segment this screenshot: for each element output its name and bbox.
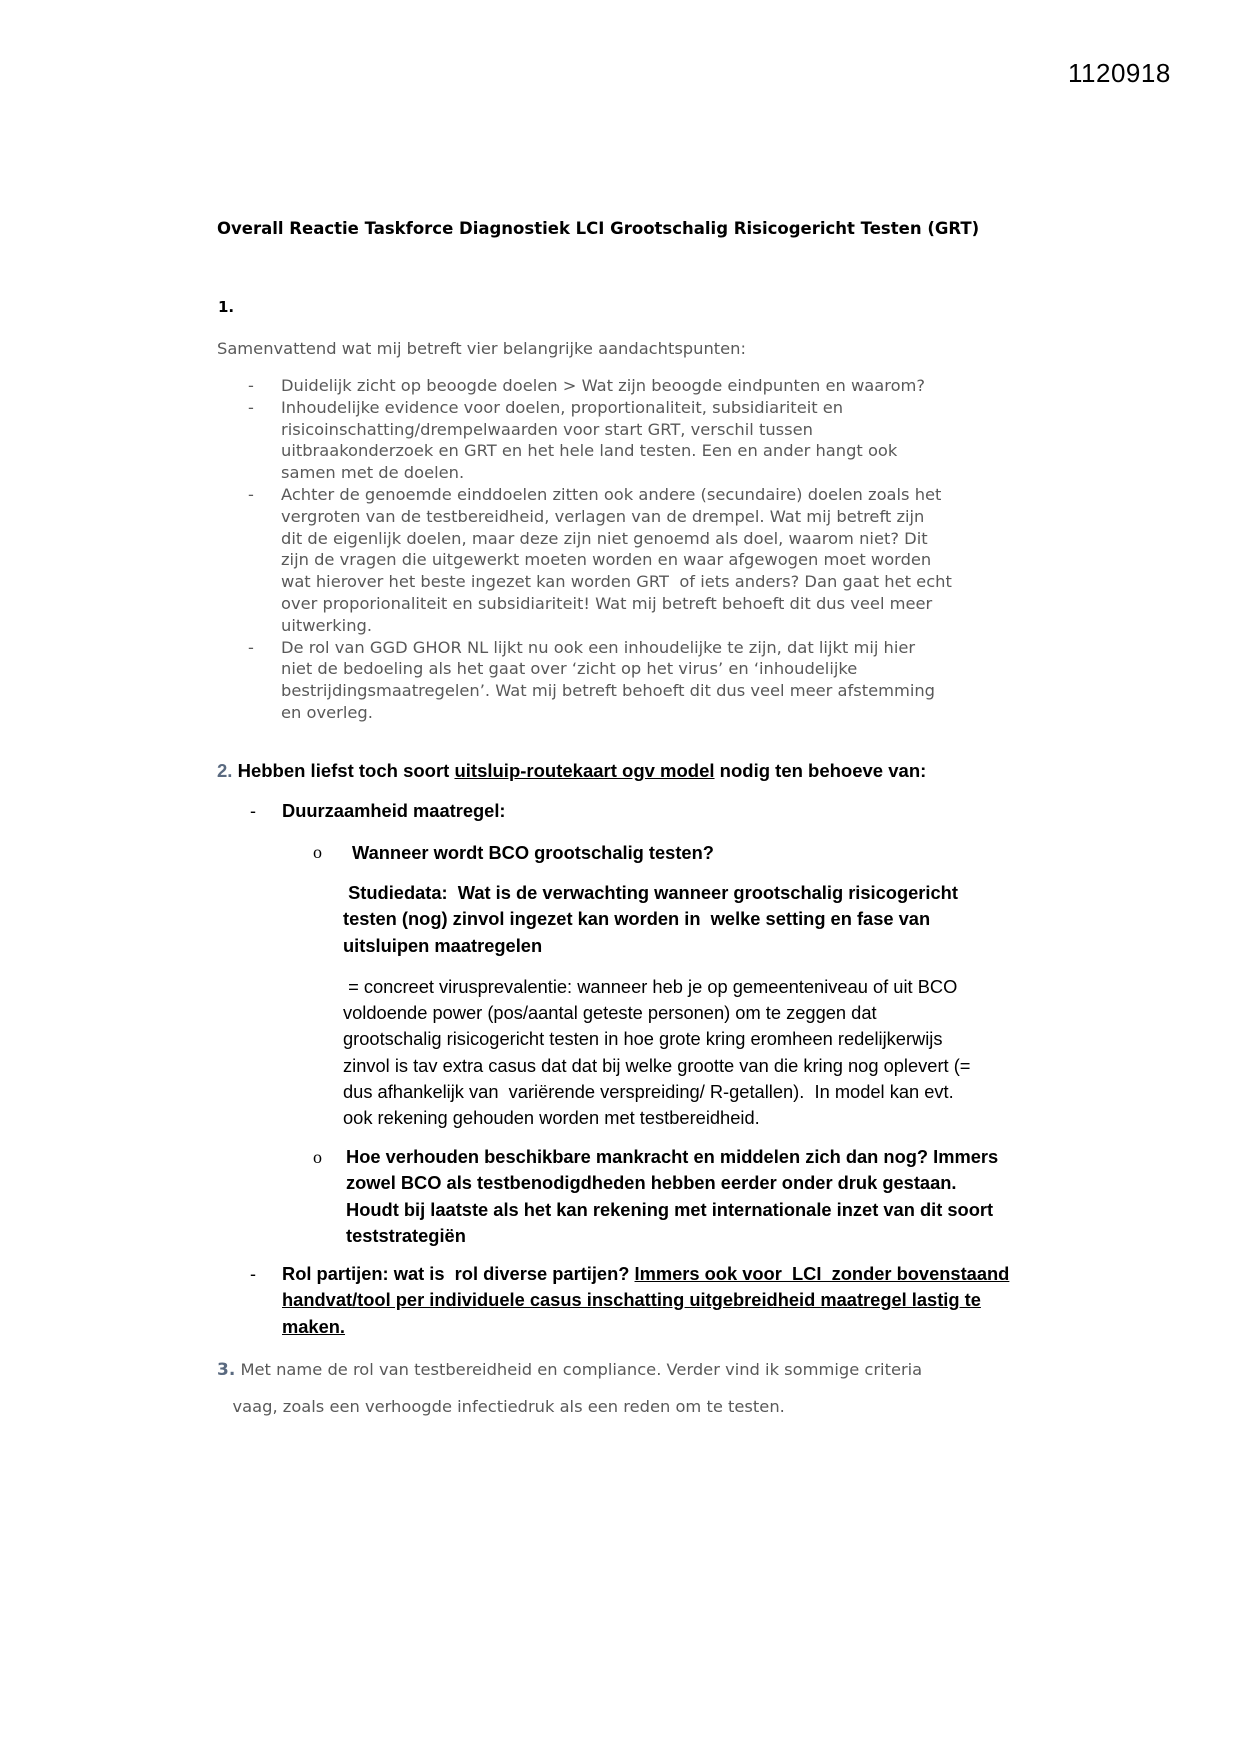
section-3-paragraph — [217, 1352, 922, 1424]
paragraph-line: vaag, zoals een verhoogde infectiedruk als een reden om te testen. — [217, 1396, 785, 1416]
bullet-line: over proporionaliteit en subsidiariteit! Wat mij betreft behoeft dit dus veel meer — [281, 593, 933, 613]
heading-underlined: uitsluip-routekaart ogv model — [454, 760, 715, 781]
paragraph-line: zowel BCO als testbenodigdheden hebben eerder onder druk gestaan. — [346, 1172, 957, 1194]
bullet-line: De rol van GGD GHOR NL lijkt nu ook een inhoudelijke te zijn, dat lijkt mij hier — [281, 637, 916, 657]
paragraph-line: testen (nog) zinvol ingezet kan worden in welke setting en fase van — [343, 908, 931, 930]
bullet-line: zijn de vragen die uitgewerkt moeten worden en waar afgewogen moet worden — [281, 550, 932, 570]
dash-marker: - — [248, 484, 254, 504]
list-item — [248, 484, 952, 637]
list-item — [248, 637, 952, 724]
heading-text: Hebben liefst toch soort — [237, 760, 455, 781]
underlined-text: handvat/tool per individuele casus inschatting uitgebreidheid maatregel lastig te — [282, 1289, 981, 1311]
question-bco: Wanneer wordt BCO grootschalig testen? — [352, 842, 714, 863]
underlined-text: Immers ook voor LCI zonder bovenstaand — [634, 1263, 1010, 1284]
bullet-line: vergroten van de testbereidheid, verlagen van de drempel. Wat mij betreft zijn — [281, 506, 925, 526]
section-1-bullet-list — [248, 375, 952, 724]
bullet-line: uitbraakonderzoek en GRT en het hele land testen. Een en ander hangt ook — [281, 441, 898, 461]
dash-marker: - — [248, 397, 254, 417]
bullet-line: uitwerking. — [281, 615, 373, 635]
bullet-line: dit de eigenlijk doelen, maar deze zijn niet genoemd als doel, waarom niet? Dit — [281, 528, 928, 548]
circle-marker: o — [313, 1147, 322, 1167]
dash-marker: - — [250, 801, 256, 821]
section-2-number: 2. — [217, 760, 233, 781]
dash-marker: - — [248, 637, 254, 657]
bullet-line: en overleg. — [281, 702, 373, 722]
bullet-line: risicoinschatting/drempelwaarden voor start GRT, verschil tussen — [281, 419, 813, 439]
question-mankracht — [346, 1144, 998, 1250]
studiedata-paragraph — [343, 880, 958, 959]
bullet-line: bestrijdingsmaatregelen’. Wat mij betreft behoeft dit dus veel meer afstemming — [281, 681, 936, 701]
section-1-number: 1. — [218, 298, 235, 316]
page-number: 1120918 — [1068, 58, 1171, 88]
circle-marker: o — [313, 842, 322, 862]
paragraph-line: Met name de rol van testbereidheid en compliance. Verder vind ik sommige criteria — [235, 1360, 923, 1379]
duurzaamheid-heading: Duurzaamheid maatregel: — [282, 800, 506, 821]
paragraph-line: = concreet virusprevalentie: wanneer heb je op gemeenteniveau of uit BCO — [343, 976, 958, 997]
paragraph-line: dus afhankelijk van variërende verspreiding/ R-getallen). In model kan evt. — [343, 1080, 954, 1102]
bullet-line: niet de bedoeling als het gaat over ‘zicht op het virus’ en ‘inhoudelijke — [281, 659, 858, 679]
bullet-line: wat hierover het beste ingezet kan worden GRT of iets anders? Dan gaat het echt — [281, 572, 952, 592]
dash-marker: - — [250, 1264, 256, 1284]
dash-marker: - — [248, 376, 254, 395]
bullet-line: Duidelijk zicht op beoogde doelen > Wat zijn beoogde eindpunten en waarom? — [281, 376, 926, 395]
section-1-intro: Samenvattend wat mij betreft vier belangrijke aandachtspunten: — [217, 339, 746, 358]
section-3-number: 3. — [217, 1360, 236, 1380]
list-item — [248, 397, 952, 484]
paragraph-line: voldoende power (pos/aantal geteste personen) om te zeggen dat — [343, 1002, 877, 1024]
paragraph-line: uitsluipen maatregelen — [343, 934, 543, 956]
list-item — [248, 375, 952, 397]
paragraph-line: Hoe verhouden beschikbare mankracht en middelen zich dan nog? Immers — [346, 1146, 999, 1167]
paragraph-line: grootschalig risicogericht testen in hoe grote kring eromheen redelijkerwijs — [343, 1028, 943, 1050]
rol-partijen-paragraph — [282, 1261, 1009, 1340]
underlined-text: maken. — [282, 1315, 346, 1337]
bullet-line: Achter de genoemde einddoelen zitten ook andere (secundaire) doelen zoals het — [281, 484, 942, 504]
bullet-line: Inhoudelijke evidence voor doelen, proportionaliteit, subsidiariteit en — [281, 397, 844, 417]
paragraph-line: ook rekening gehouden worden met testbereidheid. — [343, 1107, 760, 1129]
section-2-heading — [217, 760, 926, 782]
paragraph-line: zinvol is tav extra casus dat dat bij welke grootte van die kring nog oplevert (= — [343, 1054, 971, 1076]
paragraph-line: teststrategiën — [346, 1225, 466, 1247]
paragraph-line: Studiedata: Wat is de verwachting wanneer grootschalig risicogericht — [343, 882, 958, 903]
heading-text-end: nodig ten behoeve van: — [714, 760, 927, 781]
document-title: Overall Reactie Taskforce Diagnostiek LCI Grootschalig Risicogericht Testen (GRT) — [217, 219, 980, 238]
paragraph-text: Rol partijen: wat is rol diverse partijen? — [282, 1263, 635, 1284]
concreet-paragraph — [343, 974, 970, 1131]
bullet-line: samen met de doelen. — [281, 463, 465, 483]
paragraph-line: Houdt bij laatste als het kan rekening met internationale inzet van dit soort — [346, 1198, 994, 1220]
